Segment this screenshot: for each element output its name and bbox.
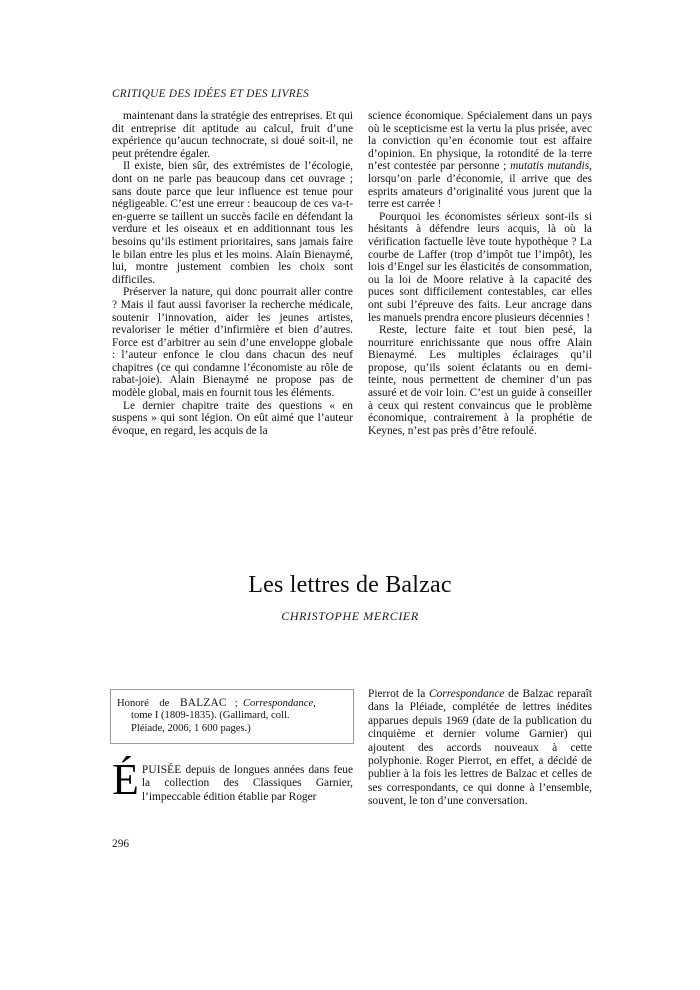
drop-cap: É [112,755,139,804]
work-title-italic: Correspondance [428,688,505,700]
paragraph-continued [368,110,592,211]
running-head: CRITIQUE DES IDÉES ET DES LIVRES [112,88,310,100]
paragraph: maintenant dans la stratégie des entreprises. Et qui dit entreprise dit aptitude au calcul, fruit d’une expérience qu’aucun technocrate, si doué soit-il, ne peut prétendre égaler. [112,110,353,160]
reference-work-title: Correspondance, [242,698,316,709]
paragraph-text-a: science économique. Spécialement dans un pays où le scepticisme est la vertu la plus prisée, avec la conviction qu’en économie tout est affaire d’opinion. En physique, la rotondité de la terre n’est contestée par personne ; [368,110,592,173]
article-title: Les lettres de Balzac [248,572,452,599]
article-right-column [368,688,592,809]
latin-phrase-italic: mutatis mutandis [510,160,590,173]
paragraph: Il existe, bien sûr, des extrémistes de l’écologie, dont on ne parle pas beaucoup dans cet ouvrage ; sans doute parce que leur influence est tenue pour négligeable. C’est une erreur : beaucoup de ces va-t-en-guerre se taillent un succès facile en défendant la verdure et les oiseaux et en additionnant tous les besoins qu’ils estiment prioritaires, sans jamais faire le bilan entre les plus et les moins. Alain Bienaymé, lui, montre justement combien les choix sont difficiles. [112,160,353,286]
article-author: CHRISTOPHE MERCIER [281,609,419,623]
reference-author-first: Honoré [117,698,149,709]
article-left-column [112,755,353,804]
reference-separator: ; [234,698,238,709]
paragraph: Préserver la nature, qui donc pourrait aller contre ? Mais il faut aussi favoriser la recherche médicale, soutenir l’innovation, aider les jeunes artistes, revaloriser le métier d’infirmière et bien d’autres. Force est d’arbitrer au sein d’une enveloppe globale : l’auteur enfonce le clou dans chacun des neuf chapitres (ce qui condamne l’économiste au rôle de rabat-joie). Alain Bienaymé ne propose pas de modèle global, mais en fournit tous les éléments. [112,286,353,400]
lead-small-caps: PUISÉE [141,764,182,776]
lead-paragraph [112,755,353,804]
reference-details-line-3: Pléiade, 2006, 1 600 pages.) [131,722,251,734]
reference-text [117,697,347,735]
paragraph: Pourquoi les économistes sérieux sont-ils si hésitants à défendre leurs acquis, là où la vérification factuelle lève toute hypothèque ? La courbe de Laffer (trop d’impôt tue l’impôt), les lois d’Engel sur les élasticités de consommation, ou la loi de Moore relative à la capacité des puces sont difficilement contestables, car elles ont subi l’épreuve des faits. Leur ancrage dans les manuels prendra encore plusieurs décennies ! [368,210,592,324]
paragraph: Le dernier chapitre traite des questions « en suspens » qui sont légion. On eût aimé que l’auteur évoque, en regard, les acquis de la [112,399,353,437]
reference-box [110,689,354,744]
lead-text: depuis de longues années dans feue la collection des Classiques Garnier, l’impeccable édition établie par Roger [141,764,353,803]
page-number: 296 [112,838,130,850]
reference-author-particle: de [159,698,170,709]
reference-author-last: BALZAC [179,697,227,709]
paragraph-continued [368,688,592,809]
article-text-b: de Balzac reparaît dans la Pléiade, complétée de lettres inédites apparues depuis 1969 (date de la publication du cinquième et dernier volume Garnier) qui ajoutent des accords nouveaux à cette polyphonie. Roger Pierrot, en effet, a décidé de publier à la fois les lettres de Balzac et celles de ses correspondants, ce qui donne à l’ensemble, souvent, le ton d’une conversation. [368,688,592,808]
reference-details-line-2: tome I (1809-1835). (Gallimard, coll. [131,710,290,722]
paragraph: Reste, lecture faite et tout bien pesé, la nourriture enrichissante que nous offre Alain Bienaymé. Les multiples éclairages qu’il propose, qu’ils soient éclatants ou en demi-teinte, nous permettent de cheminer d’un pas assuré et de voir loin. C’est un guide à conseiller à ceux qui restent convaincus que le problème économique, contrairement à la prophétie de Keynes, n’est pas près d’être refoulé. [368,324,592,437]
review-left-column [112,110,353,437]
review-right-column [368,110,592,437]
article-text-a: Pierrot de la [368,688,429,700]
paragraph-text-b: , lorsqu’on parle d’économie, il arrive que des esprits amateurs d’originalité vous jurent que la terre est carrée ! [368,160,592,211]
